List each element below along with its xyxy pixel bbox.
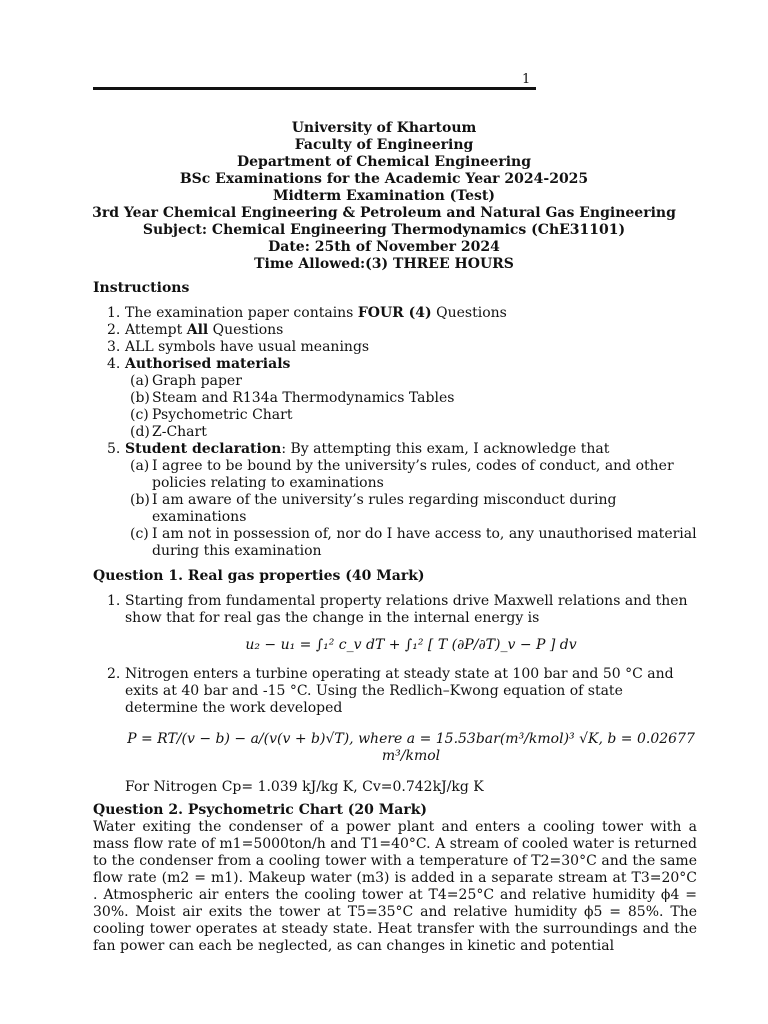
material-item: (d) Z-Chart [130,424,207,440]
instruction-item: 3. ALL symbols have usual meanings [107,339,370,355]
materials-list [125,373,697,441]
exam-year: 3rd Year Chemical Engineering & Petroleum and Natural Gas Engineering [92,205,676,221]
header-rule [93,87,536,90]
department-name: Department of Chemical Engineering [237,154,531,170]
instruction-item: 1. The examination paper contains FOUR (4) Questions [107,305,507,321]
internal-energy-equation: u₂ − u₁ = ∫₁² c_v dT + ∫₁² [ T (∂P/∂T)_v − P ] dv [245,637,577,653]
instructions-heading: Instructions [93,280,190,296]
question-1-heading: Question 1. Real gas properties (40 Mark) [93,568,425,584]
question-2-text: Water exiting the condenser of a power plant and enters a cooling tower with a mass flow rate of m1=5000ton/h and T1=40°C. A stream of cooled water is returned to the condenser from a cooling tower with a temperature of T2=30°C and the same flow rate (m2 = m1). Makeup water (m3) is added in a separate stream at T3=20°C . Atmospheric air enters the cooling tower at T4=25°C and relative humidity ϕ4 = 30%. Moist air exits the tower at T5=35°C and relative humidity ϕ5 = 85%. The cooling tower operates at steady state. Heat transfer with the surroundings and the fan power can each be neglected, as can changes in kinetic and potential [93,819,697,954]
material-item: (c) Psychometric Chart [130,407,293,423]
exam-title: BSc Examinations for the Academic Year 2024-2025 [179,171,589,187]
instruction-item: 2. Attempt All Questions [107,322,284,338]
instruction-item: 4. Authorised materials (a) Graph paper (b) Steam and R134a Thermodynamics Tables (c) Psychometric Chart (d) Z-Chart [93,356,697,441]
document-body [93,280,697,955]
question-1-part: 1. Starting from fundamental property relations drive Maxwell relations and then show that for real gas the change in the internal energy is u₂ − u₁ = ∫₁² c_v dT + ∫₁² [ T (∂P/∂T)_v − P ] dv [93,593,697,654]
material-item: (a) Graph paper [130,373,242,389]
redlich-kwong-equation: P = RT/(v − b) − a/(v(v + b)√T), where a = 15.53bar(m³/kmol)³ √K, b = 0.02677 m³/kmol [127,731,695,764]
exam-type: Midterm Examination (Test) [272,188,495,204]
declaration-list [125,458,697,560]
university-name: University of Khartoum [291,120,477,136]
exam-time: Time Allowed:(3) THREE HOURS [254,256,514,272]
declaration-item: (c) I am not in possession of, nor do I have access to, any unauthorised material during this examination [130,526,697,559]
exam-header [0,120,768,273]
question-2-heading: Question 2. Psychometric Chart (20 Mark) [93,802,428,818]
nitrogen-properties: For Nitrogen Cp= 1.039 kJ/kg K, Cv=0.742kJ/kg K [125,779,484,795]
declaration-item: (b) I am aware of the university’s rules regarding misconduct during examinations [130,492,617,525]
exam-date: Date: 25th of November 2024 [268,239,500,255]
exam-subject: Subject: Chemical Engineering Thermodynamics (ChE31101) [142,222,626,238]
instructions-list [93,305,697,560]
question-1-part: 2. Nitrogen enters a turbine operating at steady state at 100 bar and 50 °C and exits at 40 bar and -15 °C. Using the Redlich–Kwong equation of state determine the work developed P = RT/(v − b) − a/(v(v + b)√T), where a = 15.53bar(m³/kmol)³ √K, b = 0.02677 m³/kmol For Nitrogen Cp= 1.039 kJ/kg K, Cv=0.742kJ/kg K [93,666,697,796]
page-number: 1 [522,72,531,87]
instruction-item: 5. Student declaration: By attempting this exam, I acknowledge that (a) I agree to be bound by the university’s rules, codes of conduct, and other policies relating to examinations (b) I am aware of the university’s rules regarding misconduct during examinations (c) I am not in possession of, nor do I have access to, any unauthorised material during this examination [107,441,697,559]
declaration-item: (a) I agree to be bound by the university’s rules, codes of conduct, and other policies relating to examinations [130,458,674,491]
question-1-list [93,593,697,796]
material-item: (b) Steam and R134a Thermodynamics Tables [130,390,455,406]
faculty-name: Faculty of Engineering [294,137,474,153]
